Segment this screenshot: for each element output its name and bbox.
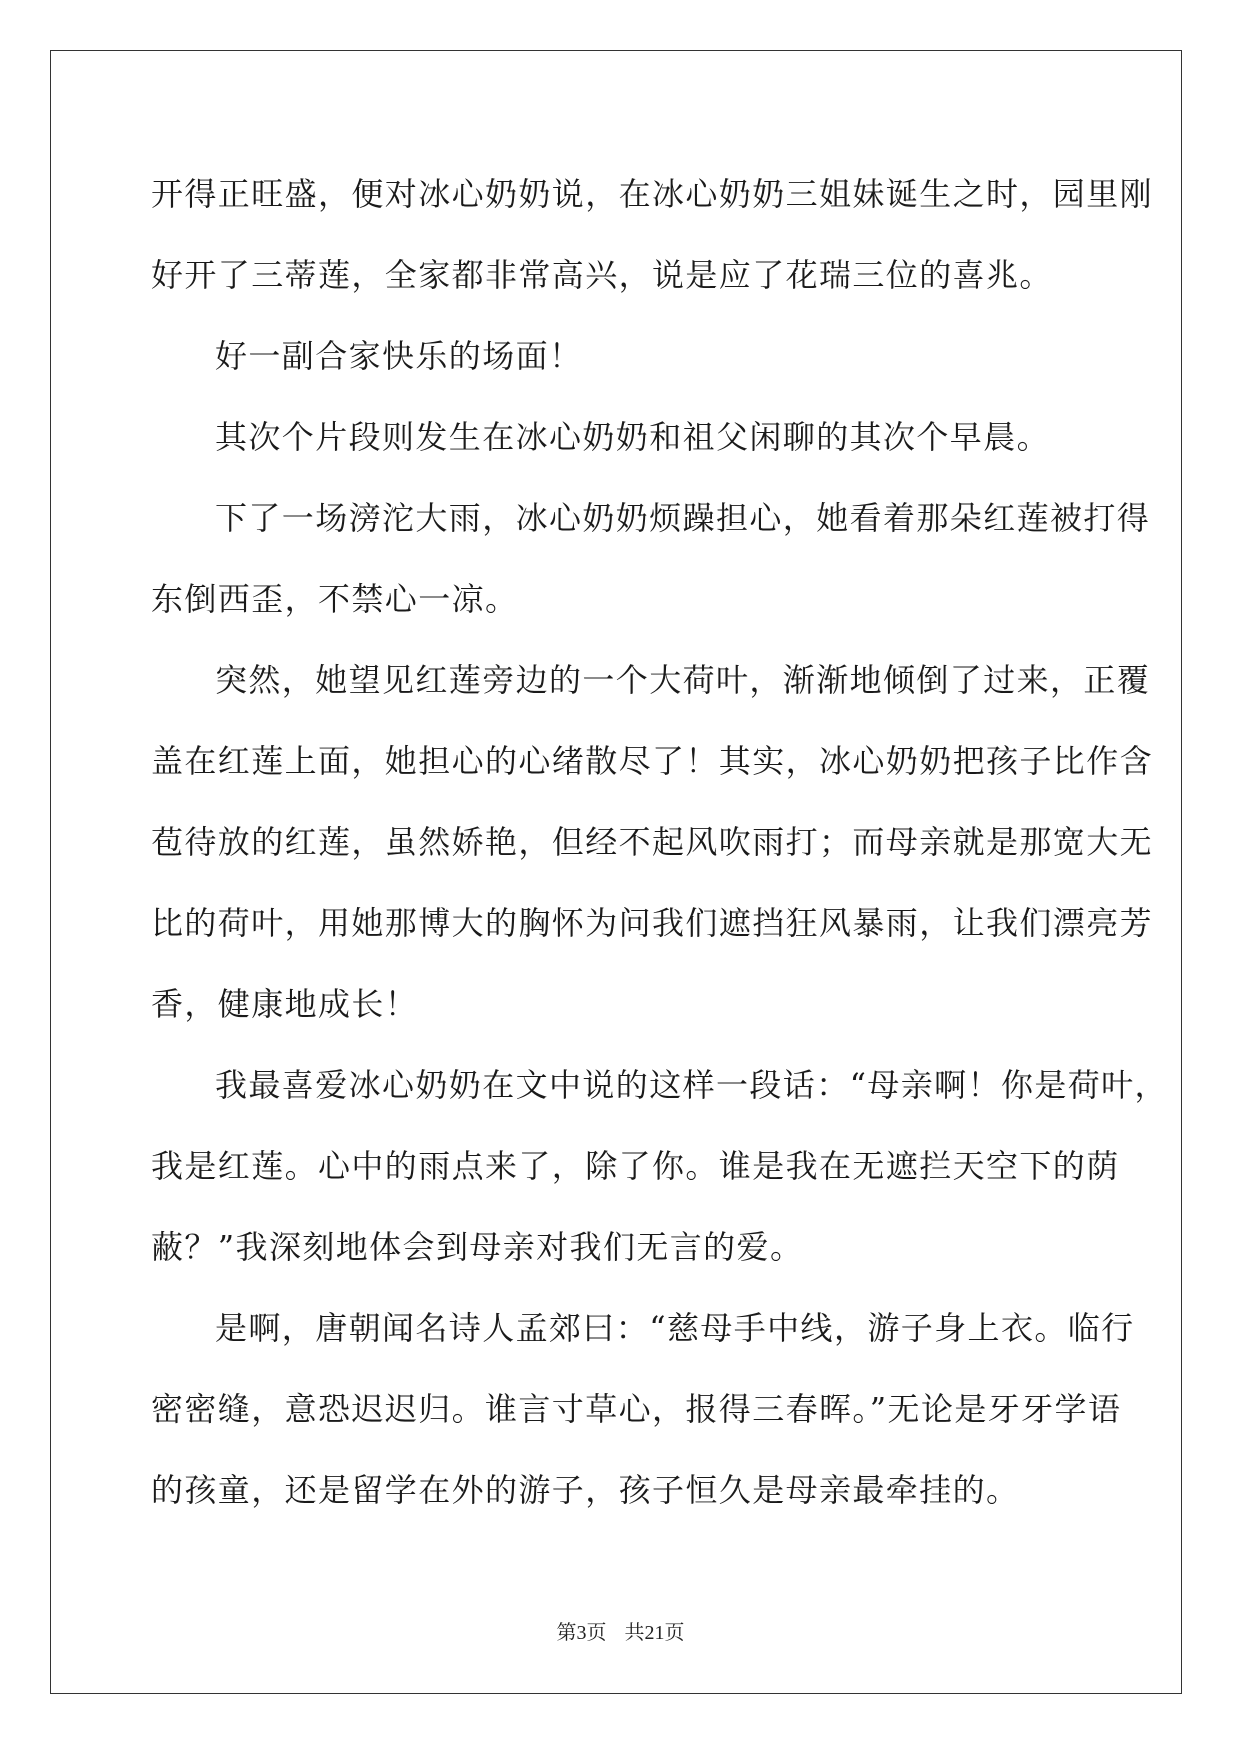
text-line: 我最喜爱冰心奶奶在文中说的这样一段话：“母亲啊！你是荷叶，: [215, 1066, 1168, 1104]
text-line: 开得正旺盛，便对冰心奶奶说，在冰心奶奶三姐妹诞生之时，园里刚: [151, 175, 1154, 213]
body-text: [151, 154, 1168, 1531]
text-line: 苞待放的红莲，虽然娇艳，但经不起风吹雨打；而母亲就是那宽大无: [151, 823, 1154, 861]
text-line: 我是红莲。心中的雨点来了，除了你。谁是我在无遮拦天空下的荫: [151, 1147, 1120, 1185]
page-footer: [0, 1616, 1241, 1645]
text-line: 其次个片段则发生在冰心奶奶和祖父闲聊的其次个早晨。: [215, 418, 1051, 456]
text-line: 盖在红莲上面，她担心的心绪散尽了！其实，冰心奶奶把孩子比作含: [151, 742, 1154, 780]
text-line: 突然，她望见红莲旁边的一个大荷叶，渐渐地倾倒了过来，正覆: [215, 661, 1151, 699]
text-line: 密密缝，意恐迟迟归。谁言寸草心，报得三春晖。”无论是牙牙学语: [151, 1390, 1122, 1428]
text-line: 下了一场滂沱大雨，冰心奶奶烦躁担心，她看着那朵红莲被打得: [215, 499, 1151, 537]
text-line: 好开了三蒂莲，全家都非常高兴，说是应了花瑞三位的喜兆。: [151, 256, 1053, 294]
text-line: 的孩童，还是留学在外的游子，孩子恒久是母亲最牵挂的。: [151, 1471, 1020, 1509]
text-line: 东倒西歪，不禁心一凉。: [151, 580, 519, 618]
text-line: 好一副合家快乐的场面！: [215, 337, 583, 375]
page-number: 第3页: [556, 1622, 607, 1644]
text-line: 蔽？”我深刻地体会到母亲对我们无言的爱。: [151, 1228, 804, 1266]
text-line: 比的荷叶，用她那博大的胸怀为问我们遮挡狂风暴雨，让我们漂亮芳: [151, 904, 1154, 942]
page-total: 共21页: [624, 1622, 685, 1644]
text-line: 是啊，唐朝闻名诗人孟郊曰：“慈母手中线，游子身上衣。临行: [215, 1309, 1135, 1347]
text-line: 香，健康地成长！: [151, 985, 419, 1023]
